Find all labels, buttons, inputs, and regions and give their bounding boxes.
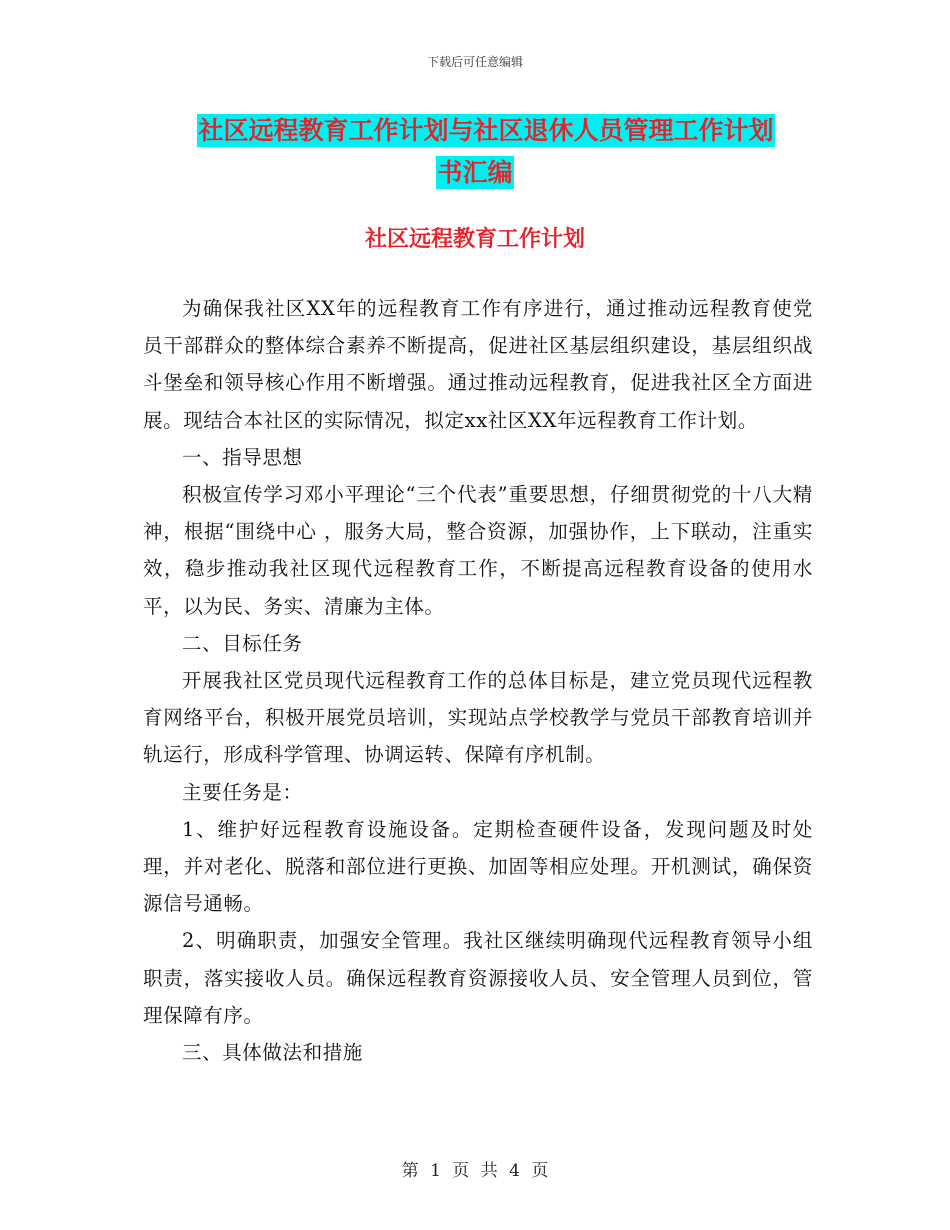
paragraph: 积极宣传学习邓小平理论“三个代表”重要思想，仔细贯彻党的十八大精神，根据“围绕中心 ，服务大局，整合资源，加强协作，上下联动，注重实效，稳步推动我社区现代远程教育工作，不断提高远程教育设备的使用水平，以为民、务实、清廉为主体。	[143, 483, 813, 618]
paragraph: 开展我社区党员现代远程教育工作的总体目标是，建立党员现代远程教育网络平台，积极开展党员培训，实现站点学校教学与党员干部教育培训并轨运行，形成科学管理、协调运转、保障有序机制。	[143, 669, 813, 767]
heading-goals-tasks: 二、目标任务	[182, 631, 303, 655]
section-title: 社区远程教育工作计划	[364, 227, 585, 252]
document-title-line2	[0, 156, 950, 190]
document-title-text: 书汇编	[437, 158, 513, 187]
heading-specific-measures: 三、具体做法和措施	[182, 1041, 363, 1065]
body-text	[143, 290, 813, 1071]
document-title-text: 社区远程教育工作计划与社区退休人员管理工作计划	[198, 116, 774, 145]
paragraph: 为确保我社区XX年的远程教育工作有序进行，通过推动远程教育使党员干部群众的整体综合素养不断提高，促进社区基层组织建设，基层组织战斗堡垒和领导核心作用不断增强。通过推动远程教育，促进我社区全方面进展。现结合本社区的实际情况，拟定xx社区XX年远程教育工作计划。	[143, 297, 813, 432]
header-note: 下载后可任意编辑	[426, 55, 523, 69]
page-footer: 第 1 页 共 4 页	[401, 1161, 549, 1181]
document-title-line1	[0, 114, 950, 148]
paragraph: 1、维护好远程教育设施设备。定期检查硬件设备，发现问题及时处理，并对老化、脱落和部位进行更换、加固等相应处理。开机测试，确保资源信号通畅。	[143, 817, 813, 916]
paragraph: 2、明确职责，加强安全管理。我社区继续明确现代远程教育领导小组职责，落实接收人员。确保远程教育资源接收人员、安全管理人员到位，管理保障有序。	[143, 929, 813, 1027]
heading-guiding-ideology: 一、指导思想	[182, 445, 303, 469]
paragraph: 主要任务是：	[182, 780, 303, 804]
